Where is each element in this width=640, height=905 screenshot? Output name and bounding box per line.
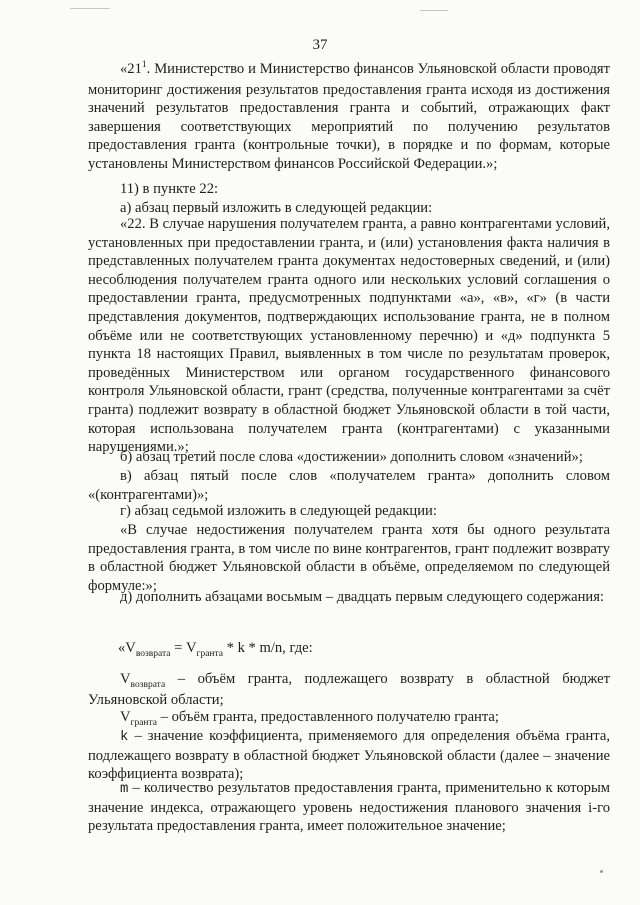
scan-artifact — [70, 8, 110, 9]
paragraph-subitem-a: а) абзац первый изложить в следующей редакции: — [120, 200, 433, 216]
definition-k: k – значение коэффициента, применяемого для определения объёма гранта, подлежащего возврату в областной бюджет Ульяновской области (далее – значение коэффициента возврата); — [88, 728, 610, 783]
paragraph-21-1: «$21^1$. Министерство и Министерство финансов Ульяновской области проводят мониторинг достижения результатов предоставления гранта исходя из достижения значений результатов предоставления гранта и событий, отражающих факт завершения соответствующих мероприятий по получению результатов предоставления гранта (контрольные точки), в порядке и по формам, которые установлены Министерством финансов Российской Федерации.»; — [88, 60, 610, 172]
paragraph-formula-intro: «В случае недостижения получателем гранта хотя бы одного результата предоставления гранта, в том числе по вине контрагентов, грант подлежит возврату в областной бюджет Ульяновской области в объёме, определяемом по следующей формуле:»; — [88, 522, 610, 594]
paragraph-subitem-d: д) дополнить абзацами восьмым – двадцать первым следующего содержания: — [120, 589, 604, 605]
paragraph-22: «22. В случае нарушения получателем гранта, а равно контрагентами условий, установленных при предоставлении гранта, и (или) установления факта наличия в представленных получателем гранта документах недостоверных сведений, и (или) несоблюдения получателем гранта одного или нескольких условий соглашения о предоставлении гранта, предусмотренных подпунктами «а», «в», «г» (в части представления документов, подтверждающих использование гранта, не в полном объёме или не соответствующих установленному перечню) и «д» подпункта 5 пункта 18 настоящих Правил, выявленных в том числе по результатам проверок, проведённых Министерством или органом государственного финансового контроля Ульяновской области, грант (средства, полученные контрагентами за счёт гранта) подлежит возврату в областной бюджет Ульяновской области в той части, которая использована получателем гранта (контрагентами) с указанными нарушениями.»; — [88, 216, 610, 456]
paragraph-subitem-v: в) абзац пятый после слов «получателем гранта» дополнить словом «(контрагентами)»; — [88, 468, 610, 503]
scan-artifact — [420, 10, 448, 11]
paragraph-item-11: 11) в пункте 22: — [120, 181, 219, 197]
definition-v-granta: $V_{гранта}$ – объём гранта, предоставленного получателю гранта; — [120, 709, 499, 728]
paragraph-subitem-g: г) абзац седьмой изложить в следующей редакции: — [120, 503, 437, 519]
definition-m: m – количество результатов предоставления гранта, применительно к которым значение индекса, отражающего уровень недостижения планового значения i-го результата предоставления гранта, имеет положительное значение; — [88, 780, 610, 835]
definition-v-vozvrata: $V_{возврата}$ – объём гранта, подлежащего возврату в областной бюджет Ульяновской области; — [88, 671, 610, 708]
scan-artifact — [600, 870, 603, 873]
paragraph-subitem-b: б) абзац третий после слова «достижении» дополнить словом «значений»; — [120, 449, 583, 465]
return-formula: «$V_{возврата} = V_{гранта} * k * m/n$, где: — [118, 640, 313, 659]
page-number: 37 — [312, 37, 328, 53]
